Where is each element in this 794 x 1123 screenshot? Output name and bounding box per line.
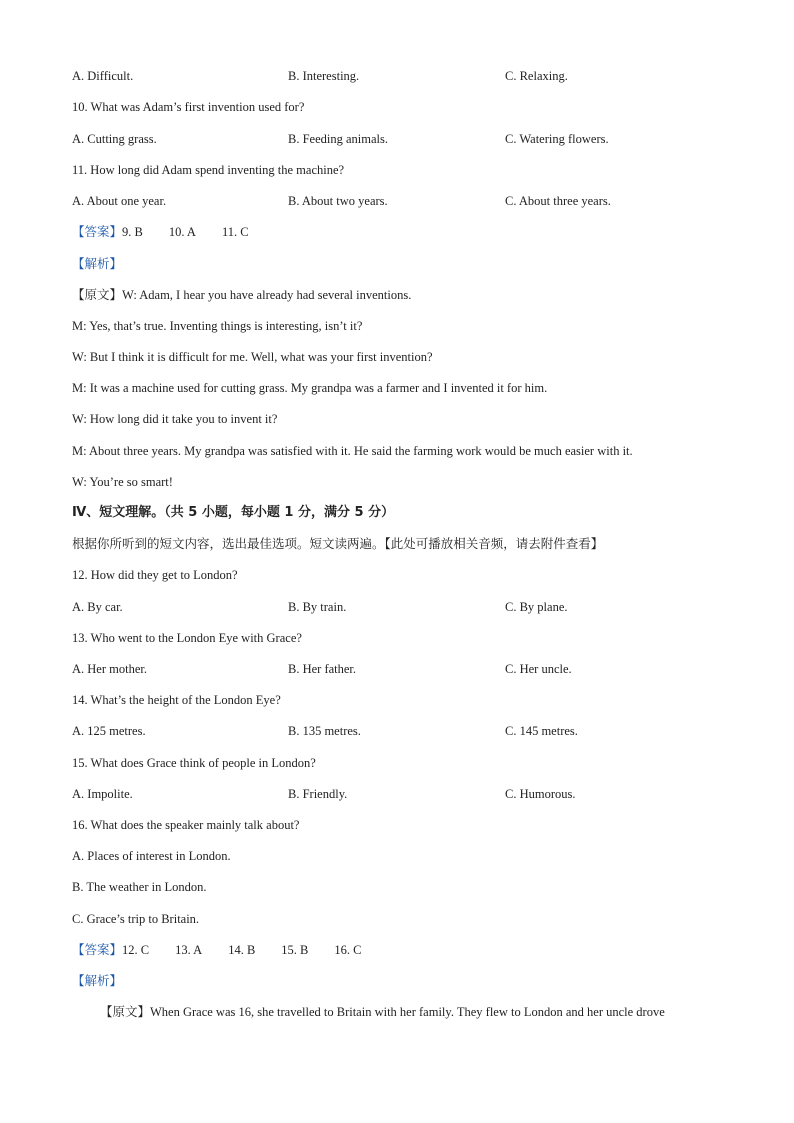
analysis-label-2: 【解析】 — [72, 973, 123, 988]
q13-option-a: A. Her mother. — [72, 662, 147, 676]
q9-option-c: C. Relaxing. — [505, 69, 568, 83]
q14-options — [72, 723, 732, 739]
q11-option-c: C. About three years. — [505, 194, 611, 208]
answer-value: 9. B — [122, 225, 143, 239]
q12-option-b: B. By train. — [288, 600, 347, 614]
q10-option-a: A. Cutting grass. — [72, 132, 157, 146]
q16-option-a: A. Places of interest in London. — [72, 849, 231, 863]
q13-question: 13. Who went to the London Eye with Grace? — [72, 631, 302, 645]
q9-option-b: B. Interesting. — [288, 69, 360, 83]
answer-value: 14. B — [228, 943, 256, 957]
q10-question: 10. What was Adam’s first invention used for? — [72, 100, 305, 114]
transcript-line: M: About three years. My grandpa was satisfied with it. He said the farming work would be much easier with it. — [72, 444, 633, 458]
answer-value: 15. B — [281, 943, 309, 957]
answer-value: 13. A — [175, 943, 203, 957]
q14-option-b: B. 135 metres. — [288, 724, 361, 738]
q12-question: 12. How did they get to London? — [72, 568, 238, 582]
q15-option-a: A. Impolite. — [72, 787, 133, 801]
q9-options — [72, 68, 732, 84]
section-instruction: 根据你所听到的短文内容，选出最佳选项。短文读两遍。【此处可播放相关音频，请去附件查看】 — [72, 536, 604, 551]
q13-option-c: C. Her uncle. — [505, 662, 572, 676]
transcript-line: M: It was a machine used for cutting grass. My grandpa was a farmer and I invented it for him. — [72, 381, 548, 395]
q14-option-c: C. 145 metres. — [505, 724, 578, 738]
q15-options — [72, 786, 732, 802]
q11-question: 11. How long did Adam spend inventing the machine? — [72, 163, 345, 177]
answer-value: 10. A — [168, 225, 196, 239]
q12-option-c: C. By plane. — [505, 600, 568, 614]
q15-option-b: B. Friendly. — [288, 787, 348, 801]
answer-label: 【答案】 — [72, 224, 123, 239]
answer-key-1 — [72, 224, 275, 240]
transcript-line: W: How long did it take you to invent it? — [72, 412, 278, 426]
q10-option-b: B. Feeding animals. — [288, 132, 388, 146]
answer-value: 12. C — [122, 943, 150, 957]
q11-option-b: B. About two years. — [288, 194, 388, 208]
transcript-line: 【原文】W: Adam, I hear you have already had several inventions. — [72, 288, 412, 302]
answer-value: 16. C — [334, 943, 362, 957]
q12-options — [72, 599, 732, 615]
transcript-paragraph: 【原文】When Grace was 16, she travelled to Britain with her family. They flew to London and her uncle drove — [100, 1005, 665, 1019]
q12-option-a: A. By car. — [72, 600, 123, 614]
section-heading: Ⅳ、短文理解。（共 5 小题，每小题 1 分，满分 5 分） — [72, 505, 395, 520]
transcript-line: W: But I think it is difficult for me. Well, what was your first invention? — [72, 350, 433, 364]
q13-options — [72, 661, 732, 677]
q16-question: 16. What does the speaker mainly talk about? — [72, 818, 300, 832]
q13-option-b: B. Her father. — [288, 662, 357, 676]
q9-option-a: A. Difficult. — [72, 69, 134, 83]
q16-option-b: B. The weather in London. — [72, 880, 207, 894]
answer-key-2 — [72, 942, 387, 958]
transcript-line: W: You’re so smart! — [72, 475, 173, 489]
q14-option-a: A. 125 metres. — [72, 724, 146, 738]
q15-question: 15. What does Grace think of people in London? — [72, 756, 316, 770]
q10-options — [72, 131, 732, 147]
transcript-line: M: Yes, that’s true. Inventing things is interesting, isn’t it? — [72, 319, 363, 333]
analysis-label-1: 【解析】 — [72, 256, 123, 271]
answer-label: 【答案】 — [72, 942, 123, 957]
q11-option-a: A. About one year. — [72, 194, 167, 208]
q15-option-c: C. Humorous. — [505, 787, 576, 801]
q16-option-c: C. Grace’s trip to Britain. — [72, 912, 200, 926]
q10-option-c: C. Watering flowers. — [505, 132, 609, 146]
q14-question: 14. What’s the height of the London Eye? — [72, 693, 281, 707]
answer-value: 11. C — [221, 225, 249, 239]
q11-options — [72, 193, 732, 209]
